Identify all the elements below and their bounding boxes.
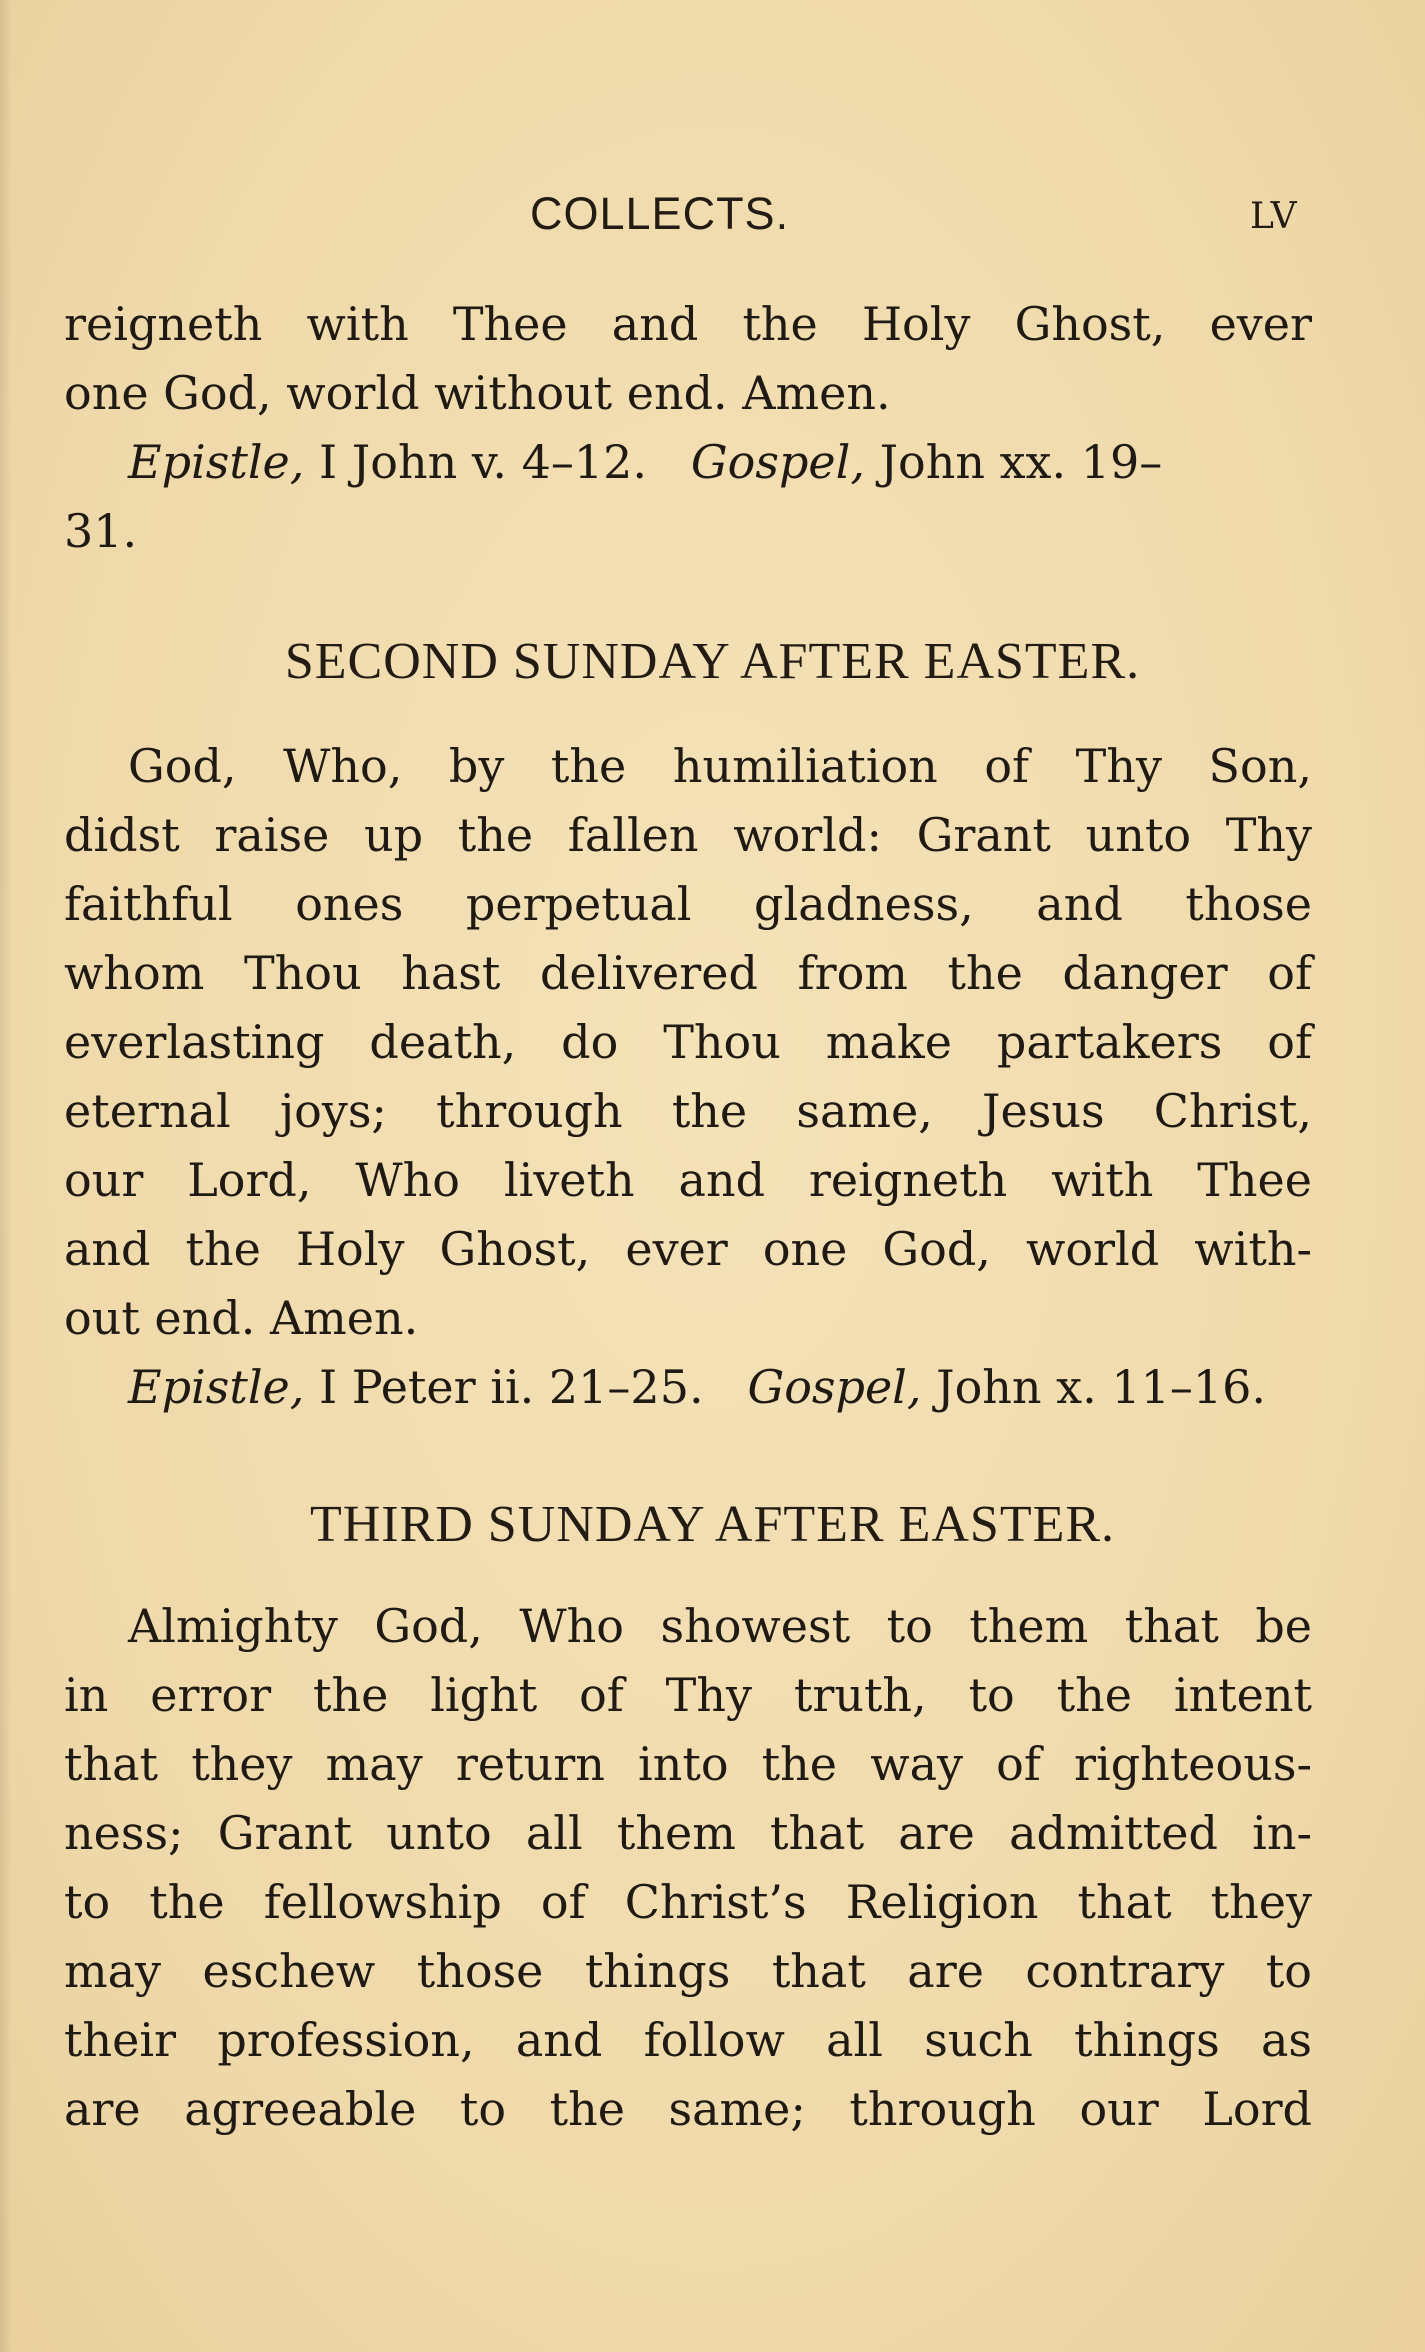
section-heading-third-sunday: THIRD SUNDAY AFTER EASTER.: [309, 1496, 1116, 1553]
text-line: in error the light of Thy truth, to the intent: [64, 1668, 1312, 1722]
collect-second-sunday: [64, 732, 1312, 1422]
text-line: that they may return into the way of righteous-: [64, 1737, 1312, 1791]
text-line: Almighty God, Who showest to them that be: [128, 1599, 1312, 1653]
running-title: COLLECTS.: [530, 188, 790, 239]
gospel-label: Gospel,: [690, 435, 865, 489]
text-line: eternal joys; through the same, Jesus Christ,: [64, 1084, 1312, 1138]
text-line: to the fellowship of Christ’s Religion that they: [64, 1875, 1312, 1929]
text-line: are agreeable to the same; through our Lord: [64, 2082, 1312, 2136]
text-line: may eschew those things that are contrary to: [64, 1944, 1312, 1998]
text-line: everlasting death, do Thou make partakers of: [64, 1015, 1312, 1069]
text-line: reigneth with Thee and the Holy Ghost, ever: [64, 297, 1312, 351]
text-line: didst raise up the fallen world: Grant unto Thy: [64, 808, 1312, 862]
epistle-label: Epistle,: [128, 1360, 305, 1414]
text-line: whom Thou hast delivered from the danger of: [64, 946, 1312, 1000]
collect-third-sunday: [64, 1592, 1312, 2144]
page-number: LV: [1250, 196, 1298, 237]
epistle-reference: I John v. 4–12.: [319, 435, 648, 489]
epistle-label: Epistle,: [128, 435, 305, 489]
section-heading-second-sunday: SECOND SUNDAY AFTER EASTER.: [284, 633, 1141, 690]
gospel-reference: John x. 11–16.: [936, 1360, 1267, 1414]
text-line: and the Holy Ghost, ever one God, world with-: [64, 1222, 1312, 1276]
text-line: one God, world without end. Amen.: [64, 366, 891, 420]
text-line: their profession, and follow all such things as: [64, 2013, 1312, 2067]
gospel-reference: John xx. 19–: [879, 435, 1163, 489]
scripture-references: [64, 428, 1312, 497]
gospel-label: Gospel,: [747, 1360, 922, 1414]
epistle-reference: I Peter ii. 21–25.: [319, 1360, 704, 1414]
text-line: out end. Amen.: [64, 1291, 419, 1345]
text-line: ness; Grant unto all them that are admitted in-: [64, 1806, 1312, 1860]
text-line: God, Who, by the humiliation of Thy Son,: [128, 739, 1312, 793]
scripture-references: [64, 1353, 1312, 1422]
page-header: [0, 188, 1425, 248]
gospel-reference-continued: 31.: [64, 504, 138, 558]
collect-continuation: [64, 290, 1312, 566]
text-line: our Lord, Who liveth and reigneth with Thee: [64, 1153, 1312, 1207]
text-line: faithful ones perpetual gladness, and those: [64, 877, 1312, 931]
page-edge-shadow: [0, 0, 12, 2352]
